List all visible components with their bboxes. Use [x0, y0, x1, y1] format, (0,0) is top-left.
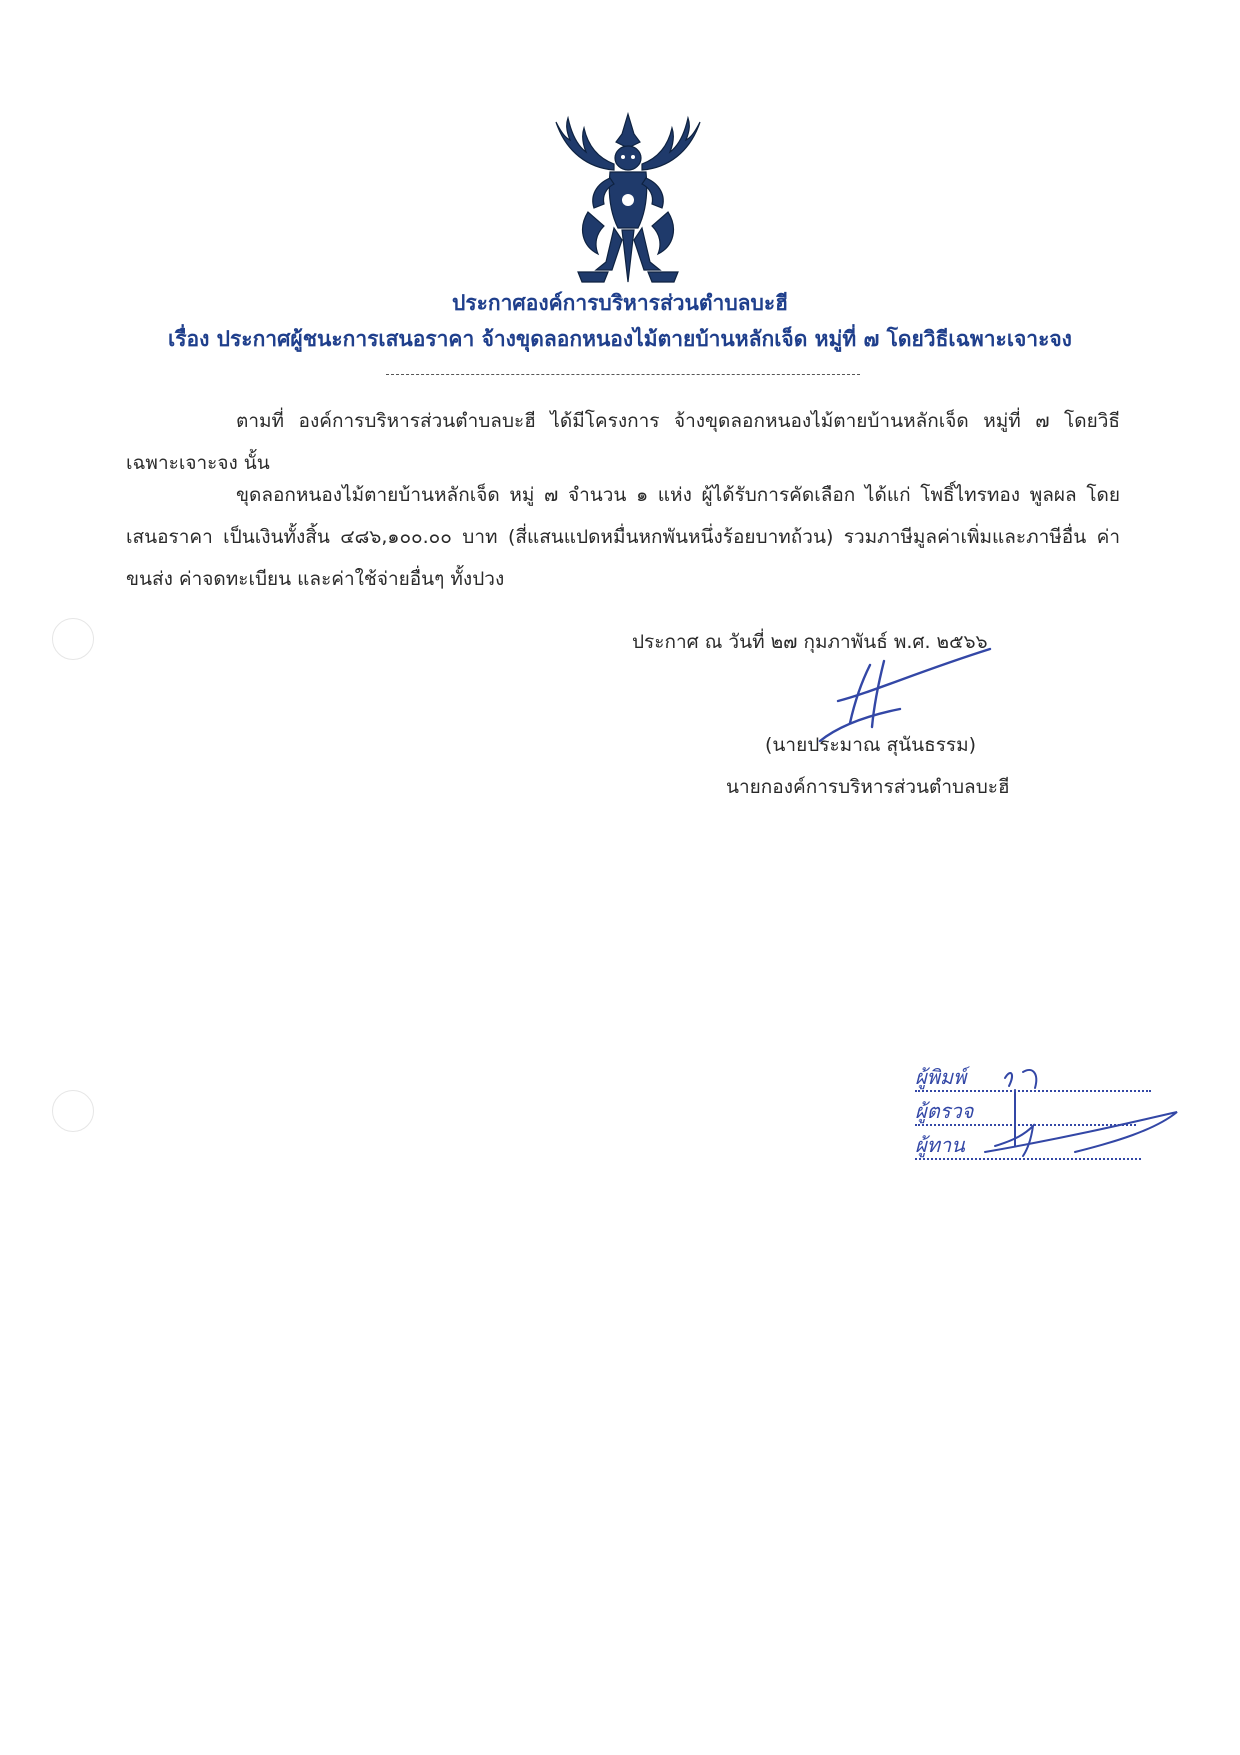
document-subject: เรื่อง ประกาศผู้ชนะการเสนอราคา จ้างขุดลอกหนองไม้ตายบ้านหลักเจ็ด หมู่ที่ ๗ โดยวิธีเฉพาะเจาะจง: [168, 327, 1072, 351]
garuda-emblem-icon: [548, 112, 708, 290]
stamp-reviewer: ผู้ทาน: [915, 1132, 1141, 1160]
review-stamp: [915, 1060, 1205, 1190]
stamp-initials: [915, 1060, 1205, 1190]
document-title: ประกาศองค์การบริหารส่วนตำบลบะฮี: [452, 291, 788, 315]
stamp-typist: ผู้พิมพ์: [915, 1064, 1151, 1092]
body-paragraph-1: ตามที่ องค์การบริหารส่วนตำบลบะฮี ได้มีโครงการ จ้างขุดลอกหนองไม้ตายบ้านหลักเจ็ด หมู่ที่ ๗ โดยวิธีเฉพาะเจาะจง นั้น: [126, 410, 1120, 474]
stamp-checker: ผู้ตรวจ: [915, 1098, 1136, 1126]
punch-hole: [52, 618, 94, 660]
signer-name: (นายประมาณ สุนันธรรม): [765, 734, 977, 756]
announcement-date: ประกาศ ณ วันที่ ๒๗ กุมภาพันธ์ พ.ศ. ๒๕๖๖: [632, 631, 988, 653]
dashed-divider: [386, 374, 860, 375]
body-paragraph-2: ขุดลอกหนองไม้ตายบ้านหลักเจ็ด หมู่ ๗ จำนวน ๑ แห่ง ผู้ได้รับการคัดเลือก ได้แก่ โพธิ์ไทรทอง พูลผล โดยเสนอราคา เป็นเงินทั้งสิ้น ๔๘๖,๑๐๐.๐๐ บาท (สี่แสนแปดหมื่นหกพันหนึ่งร้อยบาทถ้วน) รวมภาษีมูลค่าเพิ่มและภาษีอื่น ค่าขนส่ง ค่าจดทะเบียน และค่าใช้จ่ายอื่นๆ ทั้งปวง: [126, 484, 1120, 590]
punch-hole: [52, 1090, 94, 1132]
signer-position: นายกองค์การบริหารส่วนตำบลบะฮี: [726, 776, 1010, 798]
